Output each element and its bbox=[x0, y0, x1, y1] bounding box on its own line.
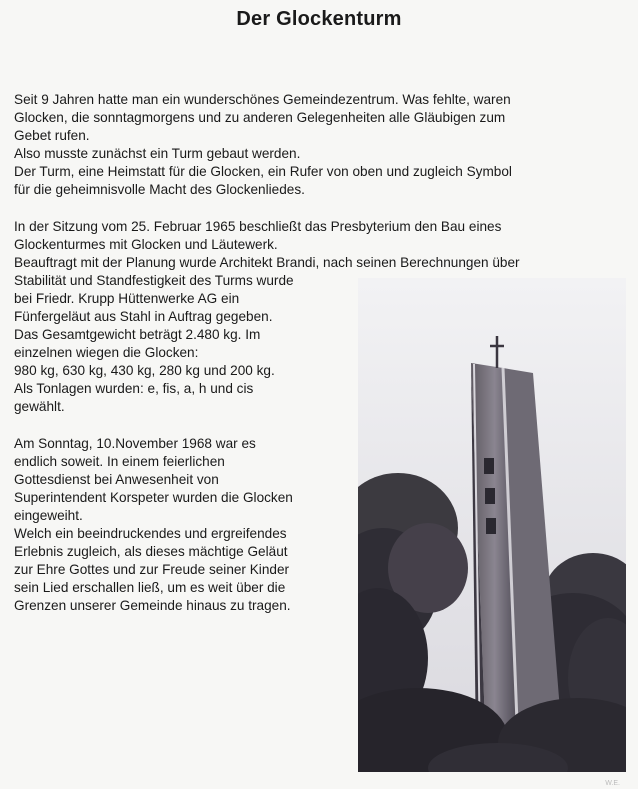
text-line: Seit 9 Jahren hatte man ein wunderschönes Gemeindezentrum. Was fehlte, waren bbox=[14, 92, 511, 107]
text-line: Der Turm, eine Heimstatt für die Glocken, ein Rufer von oben und zugleich Symbol bbox=[14, 164, 512, 179]
bell-tower-illustration bbox=[358, 278, 626, 772]
paragraph-intro bbox=[14, 91, 624, 199]
text-line: Welch ein beeindruckendes und ergreifendes bbox=[14, 526, 287, 541]
text-line: zur Ehre Gottes und zur Freude seiner Kinder bbox=[14, 562, 290, 577]
text-line: einzelnen wiegen die Glocken: bbox=[14, 345, 199, 360]
text-line: Stabilität und Standfestigkeit des Turms wurde bbox=[14, 273, 294, 288]
text-line: Gebet rufen. bbox=[14, 128, 90, 143]
text-line: Erlebnis zugleich, als dieses mächtige Geläut bbox=[14, 544, 288, 559]
text-line: In der Sitzung vom 25. Februar 1965 beschließt das Presbyterium den Bau eines bbox=[14, 219, 502, 234]
text-line: Fünfergeläut aus Stahl in Auftrag gegeben. bbox=[14, 309, 273, 324]
text-line: Beauftragt mit der Planung wurde Architekt Brandi, nach seinen Berechnungen über bbox=[14, 255, 520, 270]
page-title: Der Glockenturm bbox=[236, 8, 402, 30]
text-line: Gottesdienst bei Anwesenheit von bbox=[14, 472, 219, 487]
paragraph-meeting bbox=[14, 218, 624, 272]
paragraph-consecration bbox=[14, 435, 354, 615]
text-line: 980 kg, 630 kg, 430 kg, 280 kg und 200 kg. bbox=[14, 363, 275, 378]
text-line: Als Tonlagen wurden: e, fis, a, h und cis bbox=[14, 381, 254, 396]
text-line: Glockenturmes mit Glocken und Läutewerk. bbox=[14, 237, 278, 252]
text-line: Superintendent Korspeter wurden die Glocken bbox=[14, 490, 293, 505]
footnote: W.E. bbox=[605, 780, 620, 787]
text-line: sein Lied erschallen ließ, um es weit über die bbox=[14, 580, 286, 595]
text-line: Das Gesamtgewicht beträgt 2.480 kg. Im bbox=[14, 327, 261, 342]
text-line: bei Friedr. Krupp Hüttenwerke AG ein bbox=[14, 291, 240, 306]
text-line: Grenzen unserer Gemeinde hinaus zu tragen. bbox=[14, 598, 291, 613]
text-line: gewählt. bbox=[14, 399, 65, 414]
paragraph-bells bbox=[14, 272, 354, 416]
text-line: eingeweiht. bbox=[14, 508, 83, 523]
text-line: Glocken, die sonntagmorgens und zu anderen Gelegenheiten alle Gläubigen zum bbox=[14, 110, 506, 125]
text-line: Also musste zunächst ein Turm gebaut werden. bbox=[14, 146, 301, 161]
text-line: endlich soweit. In einem feierlichen bbox=[14, 454, 225, 469]
bell-tower-photo bbox=[358, 278, 626, 772]
text-line: Am Sonntag, 10.November 1968 war es bbox=[14, 436, 256, 451]
text-line: für die geheimnisvolle Macht des Glockenliedes. bbox=[14, 182, 305, 197]
